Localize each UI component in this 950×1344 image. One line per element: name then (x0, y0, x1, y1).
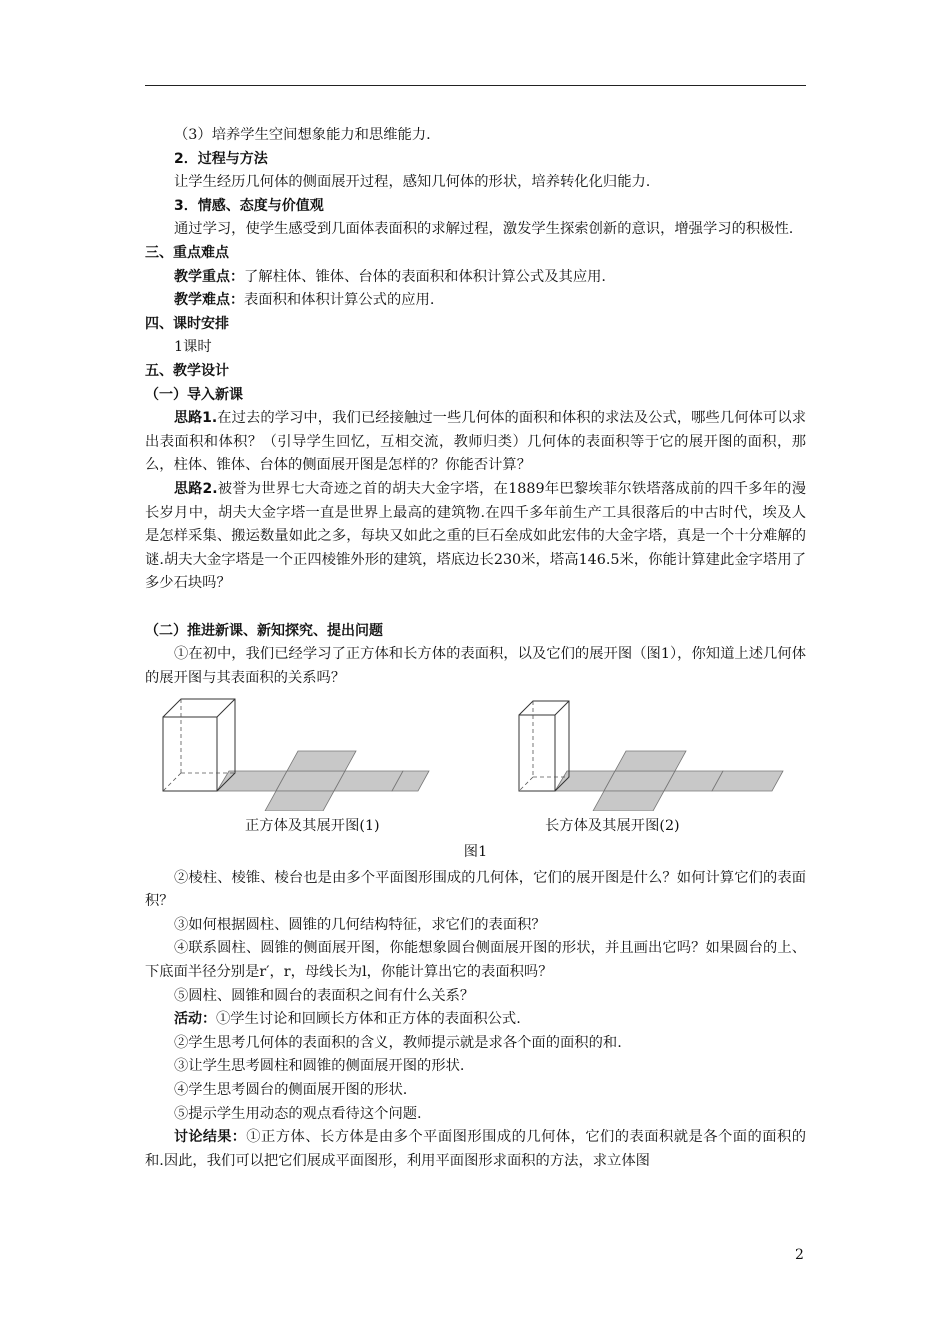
heading-process: 2．过程与方法 (174, 150, 268, 167)
figure-label: 图1 (463, 843, 488, 860)
activity-4: ④学生思考圆台的侧面展开图的形状. (174, 1082, 408, 1098)
discussion-result (145, 1126, 806, 1173)
result-text: ①正方体、长方体是由多个平面图形围成的几何体，它们的表面积就是各个面的面积的和.因此，我们可以把它们展成平面图形，利用平面图形求面积的方法，求立体图 (145, 1129, 807, 1169)
process-text: 让学生经历几何体的侧面展开过程，感知几何体的形状，培养转化化归能力. (174, 174, 651, 191)
caption-cube: 正方体及其展开图(1) (245, 817, 380, 834)
objective-3: （3）培养学生空间想象能力和思维能力. (174, 127, 431, 143)
heading-intro: （一）导入新课 (145, 386, 243, 403)
activity-2: ②学生思考几何体的表面积的含义，教师提示就是求各个面的面积的和. (174, 1034, 622, 1051)
cuboid-net-figure (515, 695, 805, 811)
heading-new-lesson: （二）推进新课、新知探究、提出问题 (145, 622, 383, 639)
question-4: ④联系圆柱、圆锥的侧面展开图，你能想象圆台侧面展开图的形状，并且画出它吗？如果圆台的上、下底面半径分别是r′，r，母线长为l，你能计算出它的表面积吗？ (145, 940, 806, 981)
header-rule (145, 85, 806, 86)
cube-net-figure (159, 695, 449, 811)
activity-5: ⑤提示学生用动态的观点看待这个问题. (174, 1105, 422, 1122)
idea-1 (145, 407, 806, 478)
figure-1 (145, 695, 806, 815)
emotion-text: 通过学习，使学生感受到几面体表面积的求解过程，激发学生探索创新的意识，增强学习的积极性. (174, 221, 794, 238)
document-body (145, 124, 806, 1173)
difficulty-text: 表面积和体积计算公式的应用. (244, 292, 435, 309)
question-3: ③如何根据圆柱、圆锥的几何结构特征，求它们的表面积？ (174, 916, 546, 933)
idea-1-label: 思路1. (174, 410, 218, 427)
caption-cuboid: 长方体及其展开图(2) (545, 817, 680, 834)
question-1: ①在初中，我们已经学习了正方体和长方体的表面积，以及它们的展开图（图1），你知道上述几何体的展开图与其表面积的关系吗？ (145, 646, 806, 687)
idea-2-text: 被誉为世界七大奇迹之首的胡夫大金字塔，在1889年巴黎埃菲尔铁塔落成前的四千多年的漫长岁月中，胡夫大金字塔一直是世界上最高的建筑物.在四千多年前生产工具很落后的中古时代，埃及人是怎样采集、搬运数量如此之多，每块又如此之重的巨石垒成如此宏伟的大金字塔，真是一个十分难解的谜.胡夫大金字塔是一个正四棱锥外形的建筑，塔底边长230米，塔高146.5米，你能计算建此金字塔用了多少石块吗？ (145, 480, 806, 592)
page-number: 2 (795, 1247, 804, 1263)
question-2: ②棱柱、棱锥、棱台也是由多个平面图形围成的几何体，它们的展开图是什么？如何计算它们的表面积？ (145, 869, 806, 910)
idea-2 (145, 478, 806, 596)
idea-1-text: 在过去的学习中，我们已经接触过一些几何体的面积和体积的求法及公式，哪些几何体可以求出表面积和体积？（引导学生回忆，互相交流，教师归类）几何体的表面积等于它的展开图的面积，那么，柱体、锥体、台体的侧面展开图是怎样的？你能否计算？ (145, 410, 807, 474)
activity-label: 活动： (174, 1011, 216, 1028)
difficulty (145, 289, 806, 313)
activity-3: ③让学生思考圆柱和圆锥的侧面展开图的形状. (174, 1058, 465, 1075)
key-label: 教学重点： (174, 268, 244, 285)
key-text: 了解柱体、锥体、台体的表面积和体积计算公式及其应用. (244, 268, 606, 285)
key-point (145, 266, 806, 290)
activity-1-text: ①学生讨论和回顾长方体和正方体的表面积公式. (216, 1011, 521, 1028)
idea-2-label: 思路2. (174, 480, 218, 497)
heading-design: 五、教学设计 (145, 362, 229, 379)
heading-schedule: 四、课时安排 (145, 315, 229, 332)
difficulty-label: 教学难点： (174, 292, 244, 309)
question-5: ⑤圆柱、圆锥和圆台的表面积之间有什么关系？ (174, 987, 475, 1004)
figure-captions (145, 815, 806, 841)
heading-emotion: 3．情感、态度与价值观 (174, 197, 324, 214)
heading-key-points: 三、重点难点 (145, 244, 229, 261)
result-label: 讨论结果： (174, 1129, 247, 1146)
schedule-text: 1课时 (174, 339, 212, 356)
activity-1 (145, 1008, 806, 1032)
